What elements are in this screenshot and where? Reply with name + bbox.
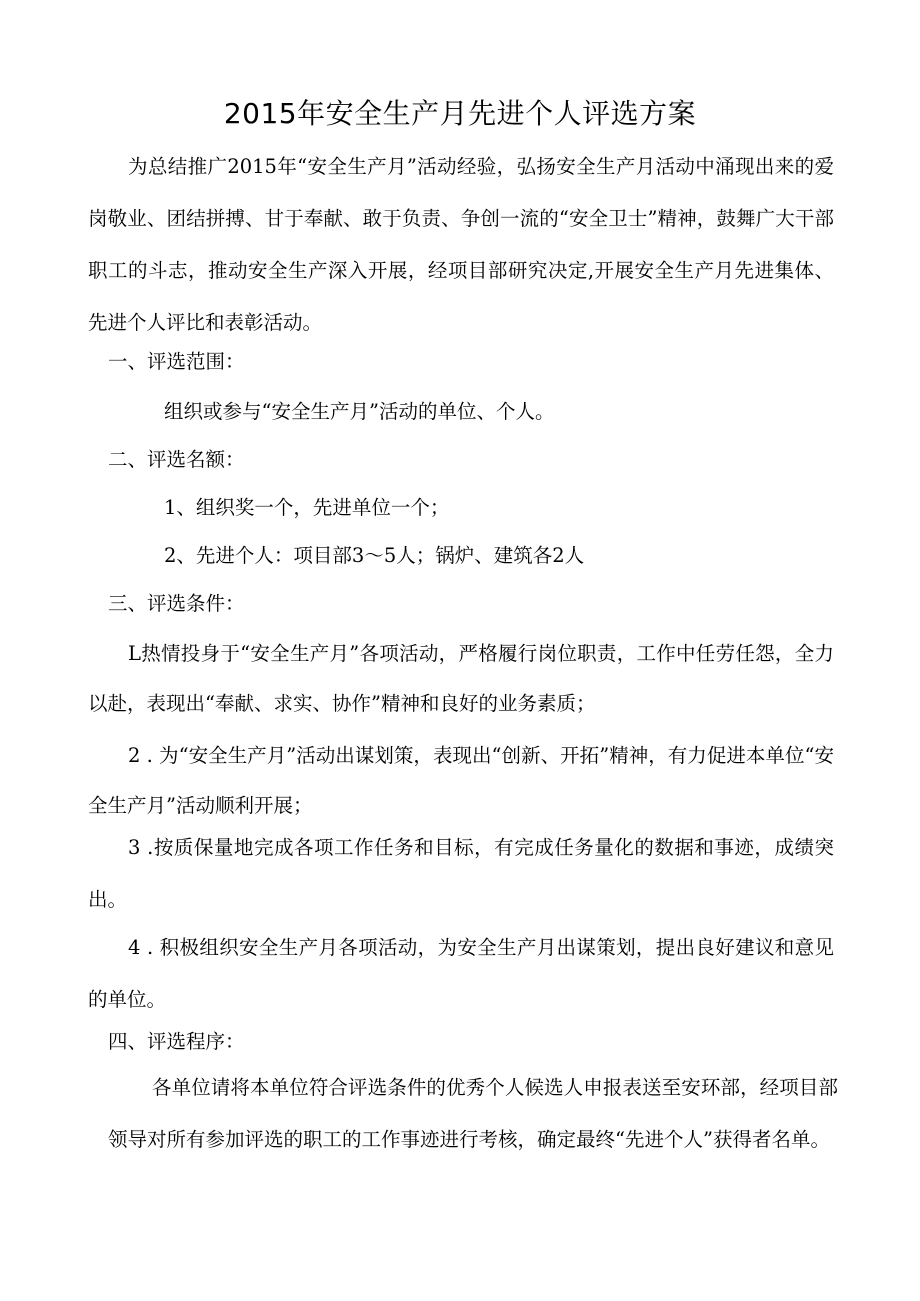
criteria-item-4: 4 . 积极组织安全生产月各项活动，为安全生产月出谋策划，提出良好建议和意见的单位。 [88, 936, 834, 1011]
procedure-content: 各单位请将本单位符合评选条件的优秀个人候选人申报表送至安环部，经项目部领导对所有参加评选的职工的工作事迹进行考核，确定最终“先进个人”获得者名单。 [108, 1076, 838, 1151]
section-heading-criteria: 三、评选条件： [108, 592, 245, 615]
scope-content: 组织或参与“安全生产月”活动的单位、个人。 [164, 400, 555, 423]
document-title: 2015年安全生产月先进个人评选方案 [223, 97, 697, 130]
criteria-item-2: 2 . 为“安全生产月”活动出谋划策，表现出“创新、开拓”精神，有力促进本单位“安全生产月”活动顺利开展； [88, 744, 834, 817]
quota-item-2: 2、先进个人：项目部3～5人；锅炉、建筑各2人 [164, 544, 585, 567]
criteria-item-3: 3 .按质保量地完成各项工作任务和目标，有完成任务量化的数据和事迹，成绩突出。 [88, 836, 834, 911]
section-heading-quota: 二、评选名额： [108, 448, 245, 471]
section-heading-procedure: 四、评选程序： [108, 1030, 245, 1053]
quota-item-1: 1、组织奖一个，先进单位一个； [164, 496, 450, 519]
criteria-item-1: L热情投身于“安全生产月”各项活动，严格履行岗位职责，工作中任劳任怨，全力以赴，表现出“奉献、求实、协作”精神和良好的业务素质； [88, 642, 834, 715]
intro-paragraph: 为总结推广2015年“安全生产月”活动经验，弘扬安全生产月活动中涌现出来的爱岗敬业、团结拼搏、甘于奉献、敢于负责、争创一流的“安全卫士”精神，鼓舞广大干部职工的斗志，推动安全生产深入开展，经项目部研究决定,开展安全生产月先进集体、先进个人评比和表彰活动。 [88, 155, 834, 334]
section-heading-scope: 一、评选范围： [108, 350, 245, 373]
